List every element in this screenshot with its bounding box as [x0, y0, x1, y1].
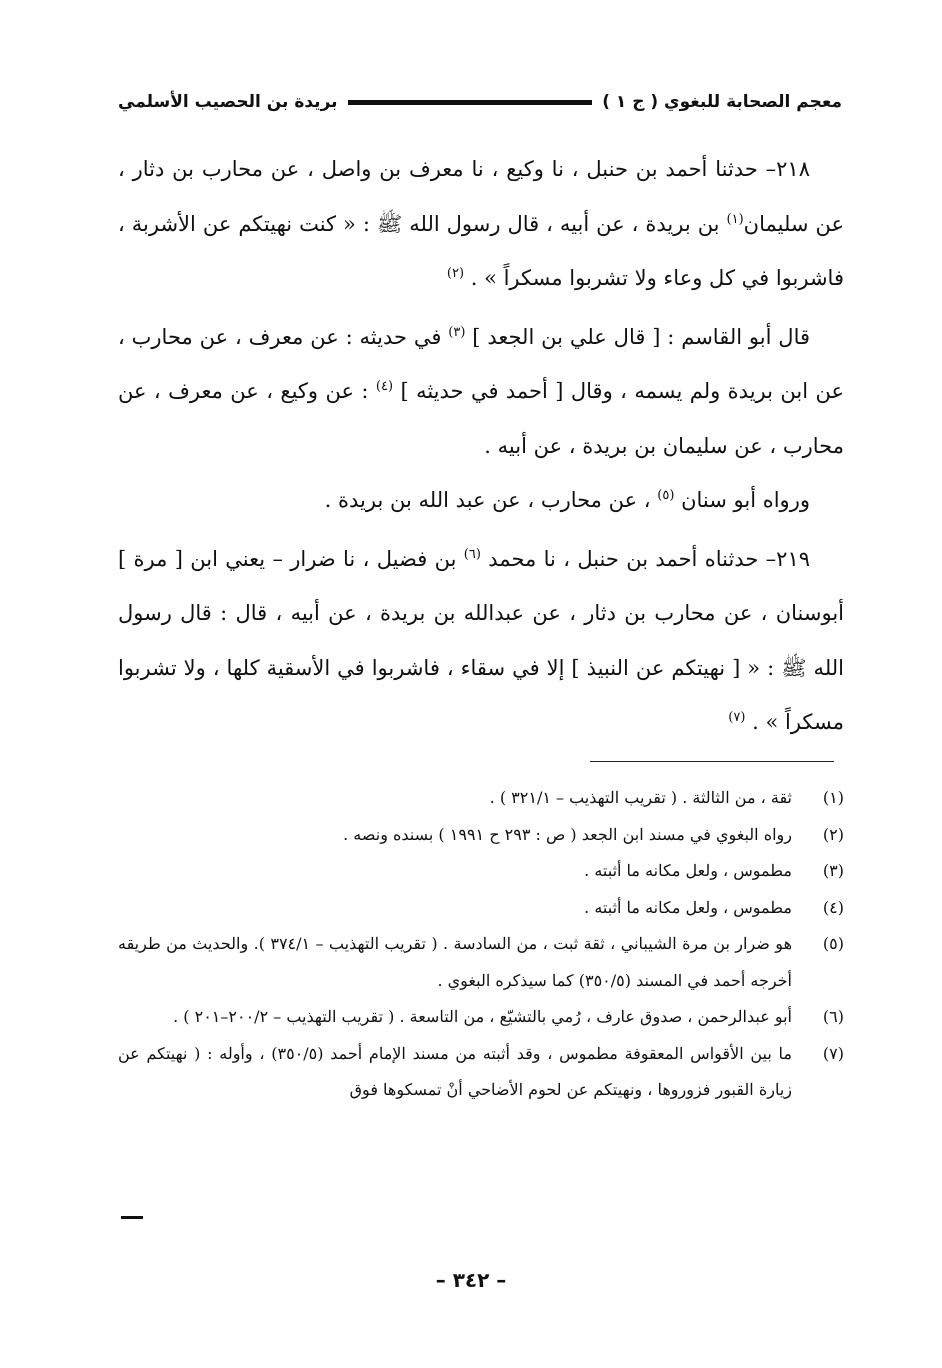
main-text: [118, 142, 844, 750]
header-rule: [348, 100, 593, 105]
hadith-218: ٢١٨– حدثنا أحمد بن حنبل ، نا وكيع ، نا معرف بن واصل ، عن محارب بن دثار ، عن سليمان$^{(١)}$ بن بريدة ، عن أبيه ، قال رسول الله ﷺ : « كنت نهيتكم عن الأشربة ، فاشربوا في كل وعاء ولا تشربوا مسكراً » . $^{(٢)}$: [118, 157, 844, 290]
footnote-5: (٥) هو ضرار بن مرة الشيباني ، ثقة ثبت ، من السادسة . ( تقريب التهذيب – ٣٧٤/١ ). والحديث من طريقه أخرجه أحمد في المسند (٣٥٠/٥) كما سيذكره البغوي .: [118, 934, 844, 990]
continuation-dash: [121, 1216, 143, 1219]
footnote-separator: [590, 761, 834, 762]
header-entry-title: بريدة بن الحصيب الأسلمي: [118, 92, 338, 112]
running-header: [118, 84, 842, 120]
footnote-4: (٤) مطموس ، ولعل مكانه ما أثبته .: [584, 897, 844, 917]
footnote-ref: (٢): [446, 266, 465, 281]
footnote-ref: (٣): [448, 324, 466, 340]
paragraph-abu-alqasim: قال أبو القاسم : [ قال علي بن الجعد ] $^{(٣)}$ في حديثه : عن معرف ، عن محارب ، عن ابن بريدة ولم يسمه ، وقال [ أحمد في حديثه ] $^{(٤)}$ : عن وكيع ، عن معرف ، عن محارب ، عن سليمان بن بريدة ، عن أبيه .: [118, 324, 844, 458]
footnote-6: (٦) أبو عبدالرحمن ، صدوق عارف ، رُمي بالتشيّع ، من التاسعة . ( تقريب التهذيب – ٢٠٠/٢–٢٠١ ) .: [173, 1007, 844, 1026]
footnote-ref: (٧): [728, 710, 746, 725]
footnote-ref: (١): [726, 211, 744, 227]
footnote-ref: (٥): [657, 488, 675, 503]
hadith-219: ٢١٩– حدثناه أحمد بن حنبل ، نا محمد $^{(٦)}$ بن فضيل ، نا ضرار – يعني ابن [ مرة ] أبوسنان ، عن محارب بن دثار ، عن عبدالله بن بريدة ، عن أبيه ، قال : قال رسول الله ﷺ : « [ نهيتكم عن النبيذ ] إلا في سقاء ، فاشربوا في الأسقية كلها ، ولا تشربوا مسكراً » . $^{(٧)}$: [118, 546, 844, 734]
footnote-ref: (٤): [375, 379, 394, 394]
footnotes: [118, 780, 844, 1109]
footnote-ref: (٦): [463, 546, 481, 562]
footnote-2: (٢) رواه البغوي في مسند ابن الجعد ( ص : ٢٩٣ ح ١٩٩١ ) بسنده ونصه .: [343, 824, 844, 844]
footnote-1: (١) ثقة ، من الثالثة . ( تقريب التهذيب – ٣٢١/١ ) .: [489, 788, 844, 807]
page-number: – ٣٤٢ –: [435, 1268, 507, 1292]
footnote-7: (٧) ما بين الأقواس المعقوفة مطموس ، وقد أثبته من مسند الإمام أحمد (٣٥٠/٥) ، وأوله : ( نهيتكم عن زيارة القبور فزوروها ، ونهيتكم عن لحوم الأضاحي أنْ تمسكوها فوق: [118, 1043, 844, 1099]
header-book-title: معجم الصحابة للبغوي ( ج ١ ): [602, 92, 842, 112]
paragraph-abu-sinan: ورواه أبو سنان $^{(٥)}$ ، عن محارب ، عن عبد الله بن بريدة .: [324, 488, 810, 512]
footnote-3: (٣) مطموس ، ولعل مكانه ما أثبته .: [584, 861, 844, 880]
